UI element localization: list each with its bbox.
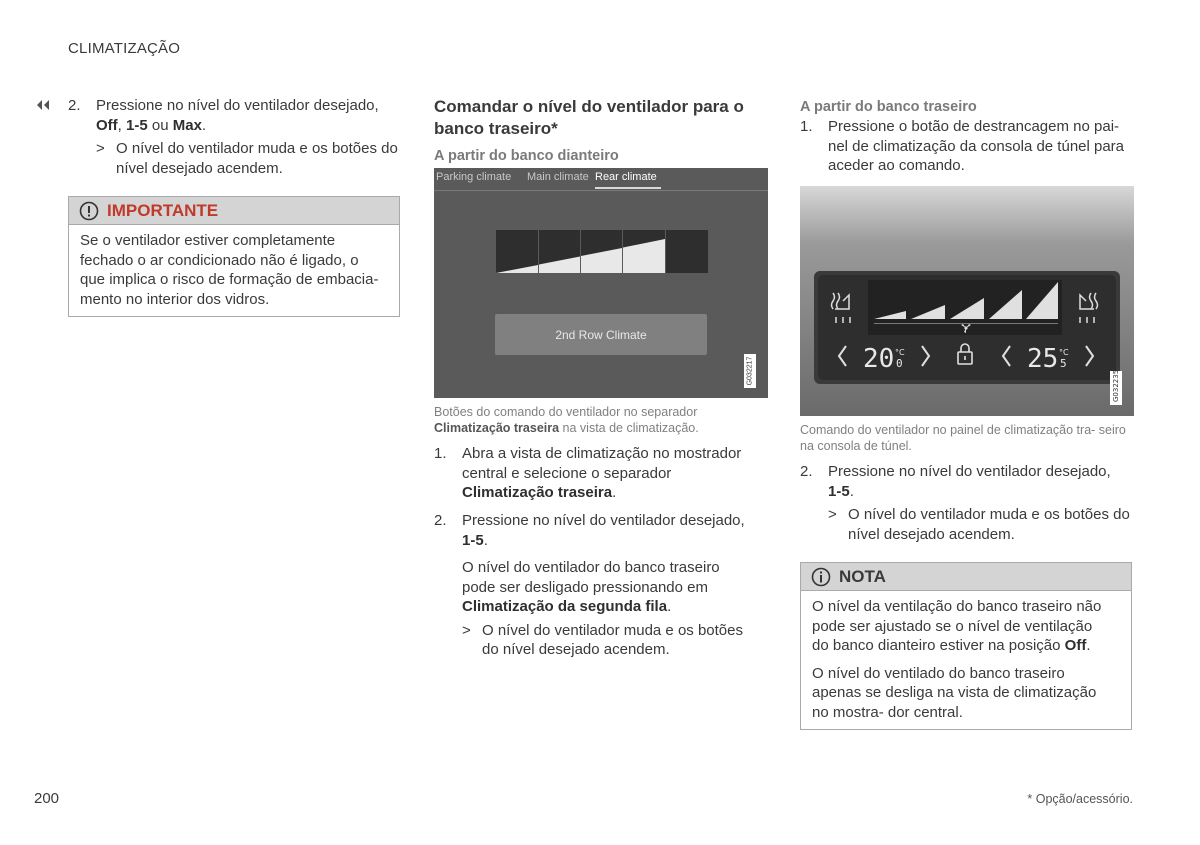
subheading-rear-seat: A partir do banco traseiro xyxy=(800,99,977,115)
fan-level-1[interactable] xyxy=(496,230,538,273)
caption-text: Botões do comando do ventilador no separador xyxy=(434,405,698,419)
nota-title: NOTA xyxy=(839,566,886,586)
tab-parking-climate[interactable]: Parking climate xyxy=(436,171,512,183)
period: . xyxy=(849,482,854,500)
figure-code xyxy=(744,354,756,388)
step-result xyxy=(462,621,749,660)
step-bold: 1-5 xyxy=(462,531,484,549)
page-header: CLIMATIZAÇÃO xyxy=(68,40,181,57)
page-number: 200 xyxy=(34,790,60,807)
period: . xyxy=(667,598,672,615)
step-bold: Climatização traseira xyxy=(462,484,613,501)
section-heading: Comandar o nível do ventilador para o banco traseiro* xyxy=(434,97,744,138)
subheading-front-seat: A partir do banco dianteiro xyxy=(434,148,619,164)
option-off: Off xyxy=(96,116,118,134)
tab-main-climate[interactable]: Main climate xyxy=(527,171,589,183)
result-marker: > xyxy=(96,140,105,157)
fan-level-5[interactable] xyxy=(666,230,708,273)
nota-box-header xyxy=(801,563,1131,591)
separator: , xyxy=(117,116,127,134)
separator: ou xyxy=(147,116,173,134)
info-circle-icon xyxy=(811,567,831,587)
step-number: 1. xyxy=(800,118,813,135)
step-text: Abra a vista de climatização no mostrador central e selecione o separador xyxy=(462,445,742,482)
fan-level-2[interactable] xyxy=(539,230,580,273)
nota-paragraph-2: O nível do ventilado do banco traseiro apenas se desliga na vista de climatização no mostra- dor central. xyxy=(812,664,1097,721)
left-temp-text: 20 xyxy=(863,344,895,374)
active-tab-underline xyxy=(595,187,661,189)
right-temp-decimal: 5 xyxy=(1060,357,1067,370)
step-text: Pressione no nível do ventilador desejado, xyxy=(828,463,1111,480)
figure-caption-1 xyxy=(434,404,754,436)
right-temp-text: 25 xyxy=(1027,344,1059,374)
step-result xyxy=(96,139,403,178)
fan-level-4[interactable] xyxy=(623,230,665,273)
step-text: Pressione no nível do ventilador desejado, xyxy=(96,97,379,114)
left-temp-unit: °C xyxy=(895,348,905,357)
note-text: O nível do ventilador do banco traseiro pode ser desligado pressionando em xyxy=(462,559,720,596)
caption-text: na vista de climatização. xyxy=(559,421,699,435)
important-body: Se o ventilador estiver completamente fechado o ar condicionado não é ligado, o que implica o risco de formação de embacia- mento no interior dos vidros. xyxy=(80,232,379,308)
tab-rear-climate[interactable]: Rear climate xyxy=(595,171,657,183)
middle-step-1 xyxy=(434,444,749,503)
result-text: O nível do ventilador muda e os botões do nível desejado acendem. xyxy=(116,140,398,177)
nota-text: O nível da ventilação do banco traseiro não pode ser ajustado se o nível de ventilação do banco dianteiro estiver na posição xyxy=(812,598,1102,654)
important-box-header xyxy=(69,197,399,225)
period: . xyxy=(201,116,207,134)
right-step-1 xyxy=(800,117,1130,176)
period: . xyxy=(483,531,488,549)
period: . xyxy=(1086,637,1091,654)
caption-bold: Climatização traseira xyxy=(434,421,560,435)
nota-paragraph-1 xyxy=(812,597,1112,656)
fan-level-bars xyxy=(496,230,708,273)
figure-code-text: G032235 xyxy=(1112,369,1120,402)
center-display-screenshot xyxy=(434,168,768,398)
step-number: 2. xyxy=(434,512,447,529)
step-note xyxy=(462,558,749,617)
result-marker: > xyxy=(828,506,837,523)
nota-body xyxy=(801,591,1122,722)
step-bold: 1-5 xyxy=(828,482,850,500)
nota-bold: Off xyxy=(1064,637,1087,654)
figure-code-text: G032217 xyxy=(746,356,754,386)
rear-climate-panel-photo xyxy=(800,186,1134,416)
result-text: O nível do ventilador muda e os botões do nível desejado acendem. xyxy=(482,621,743,658)
period: . xyxy=(612,484,617,501)
rear-panel-illustration xyxy=(800,186,1134,416)
important-title: IMPORTANTE xyxy=(107,200,219,220)
climate-tabs xyxy=(434,168,768,191)
step-text: Pressione o botão de destrancagem no pai- nel de climatização da consola de túnel para aceder ao comando. xyxy=(828,118,1125,174)
result-marker: > xyxy=(462,621,471,639)
step-result xyxy=(828,505,1135,544)
nota-box xyxy=(800,562,1132,730)
footnote: * Opção/acessório. xyxy=(1027,792,1133,806)
exclamation-circle-icon xyxy=(79,201,99,221)
left-step-2 xyxy=(68,96,403,178)
step-number: 2. xyxy=(800,463,813,480)
2nd-row-climate-button[interactable]: 2nd Row Climate xyxy=(495,314,707,355)
right-step-2 xyxy=(800,462,1135,544)
right-temp-unit: °C xyxy=(1059,348,1069,357)
option-max: Max xyxy=(172,116,202,134)
step-text: Pressione no nível do ventilador desejado, xyxy=(462,512,745,529)
figure-caption-2: Comando do ventilador no painel de climatização tra- seiro na consola de túnel. xyxy=(800,423,1126,453)
step-number: 1. xyxy=(434,445,447,462)
note-bold: Climatização da segunda fila xyxy=(462,598,668,615)
result-text: O nível do ventilador muda e os botões do nível desejado acendem. xyxy=(848,506,1130,543)
back-icon[interactable] xyxy=(34,98,52,112)
fan-level-3[interactable] xyxy=(581,230,622,273)
middle-step-2 xyxy=(434,511,749,660)
option-1-5: 1-5 xyxy=(126,116,148,134)
left-temp-decimal: 0 xyxy=(896,357,903,370)
important-box xyxy=(68,196,400,317)
step-number: 2. xyxy=(68,97,81,114)
